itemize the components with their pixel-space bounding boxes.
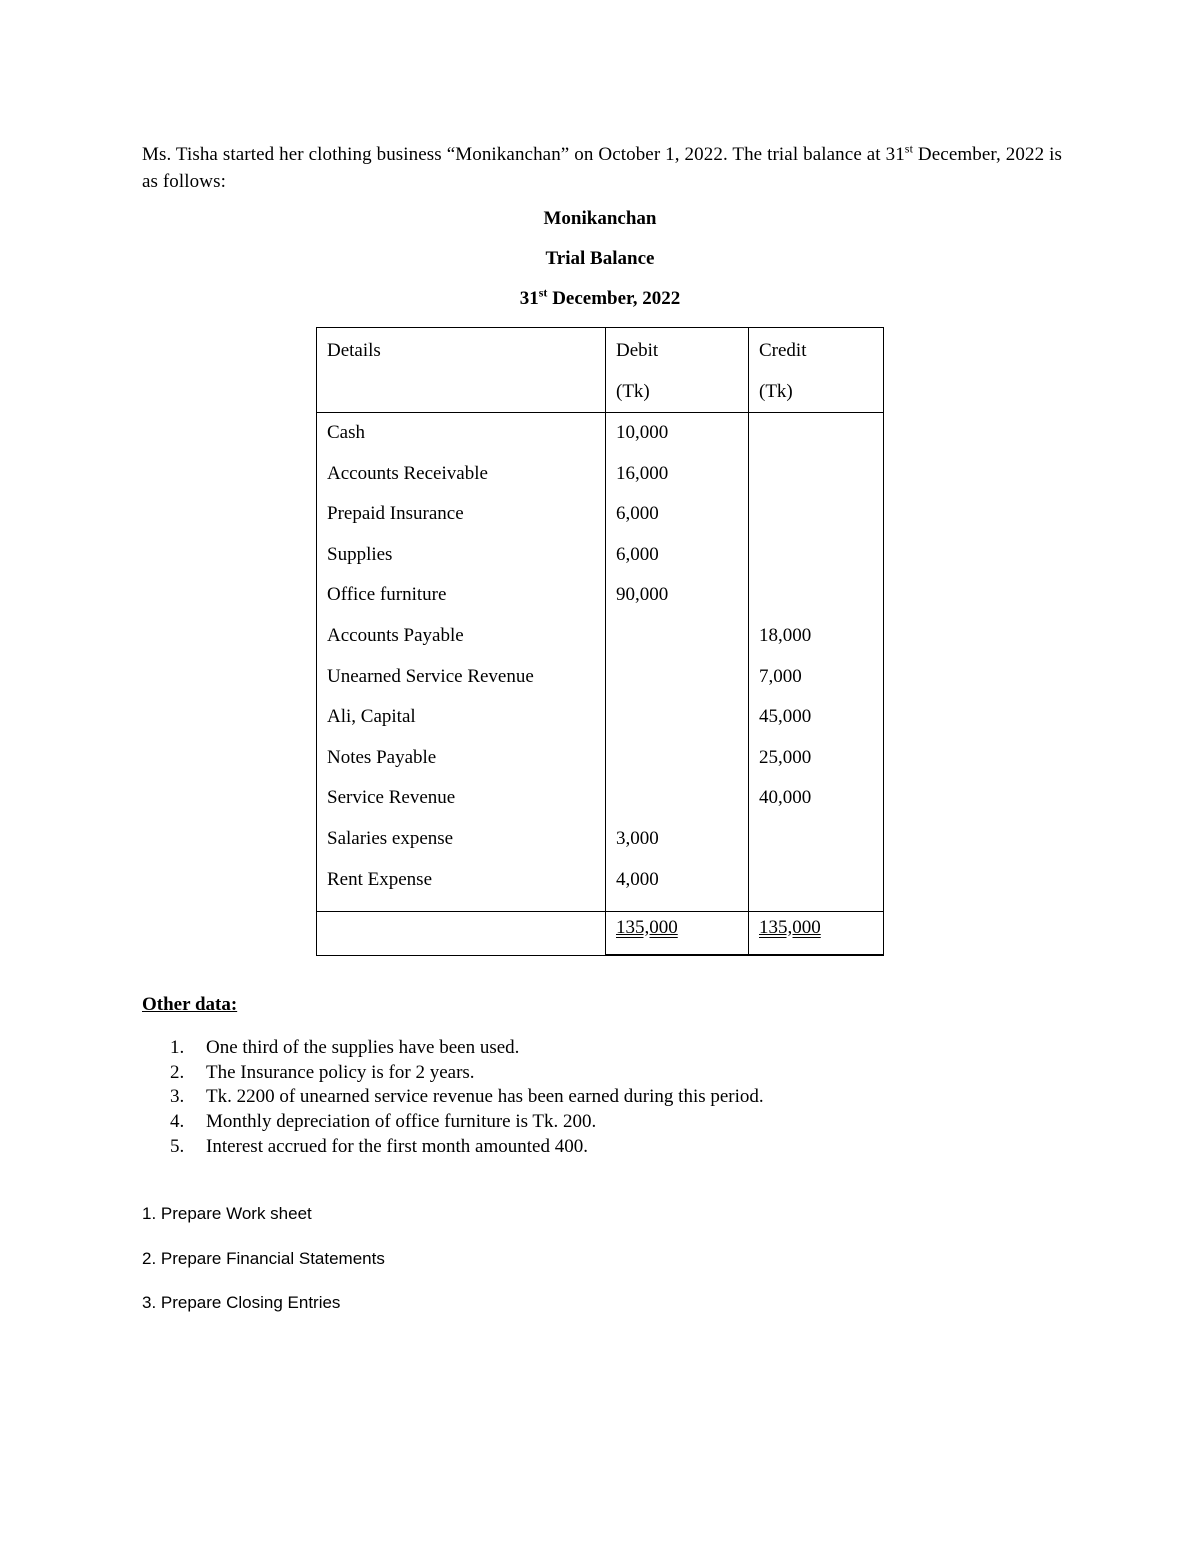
list-item <box>142 1110 764 1135</box>
other-data-list <box>142 1036 764 1160</box>
row-detail: Cash <box>327 422 365 443</box>
date-superscript: st <box>538 285 548 300</box>
row-detail: Accounts Receivable <box>327 462 488 484</box>
intro-paragraph <box>142 141 1062 195</box>
debit-column <box>606 413 749 912</box>
list-item-text: One third of the supplies have been used. <box>206 1037 520 1058</box>
statement-title: Trial Balance <box>545 248 655 269</box>
row-credit <box>759 454 873 495</box>
list-item-number: 5. <box>170 1135 185 1157</box>
list-item-number: 3. <box>170 1086 185 1108</box>
row-debit: 6,000 <box>616 503 659 525</box>
header-details: Details <box>317 328 606 413</box>
total-label-cell <box>317 912 606 956</box>
header-credit: Credit (Tk) <box>749 328 884 413</box>
row-detail: Unearned Service Revenue <box>327 665 534 687</box>
list-item <box>142 1036 764 1061</box>
row-debit: 16,000 <box>616 462 669 484</box>
list-item-text: The Insurance policy is for 2 years. <box>206 1061 475 1083</box>
intro-text: Ms. Tisha started her clothing business “Monikanchan” on October 1, 2022. The trial balance at 31 <box>142 144 905 165</box>
row-detail: Rent Expense <box>327 868 433 890</box>
other-data-title: Other data: <box>142 994 238 1015</box>
date-rest: December, 2022 <box>547 288 681 309</box>
list-item <box>142 1085 764 1110</box>
row-detail: Accounts Payable <box>327 624 464 646</box>
row-credit <box>759 860 873 901</box>
task-item: 1. Prepare Work sheet <box>142 1204 312 1223</box>
date-day: 31 <box>519 288 539 309</box>
details-column <box>317 413 606 912</box>
statement-date <box>0 285 1200 310</box>
row-debit: 10,000 <box>616 422 669 443</box>
list-item-text: Tk. 2200 of unearned service revenue has been earned during this period. <box>206 1086 764 1108</box>
table-body-row <box>317 413 884 912</box>
table-header-row <box>317 328 884 413</box>
row-credit: 40,000 <box>759 787 812 809</box>
credit-column <box>749 413 884 912</box>
list-item <box>142 1135 764 1160</box>
row-debit: 4,000 <box>616 868 659 890</box>
row-credit <box>759 535 873 576</box>
tasks-list <box>142 1204 385 1338</box>
row-credit: 7,000 <box>759 665 802 687</box>
company-name: Monikanchan <box>543 208 657 229</box>
row-credit <box>759 413 873 454</box>
row-detail: Notes Payable <box>327 746 437 768</box>
row-credit <box>759 819 873 860</box>
list-item-text: Interest accrued for the first month amounted 400. <box>206 1135 588 1157</box>
task-item: 3. Prepare Closing Entries <box>142 1293 341 1312</box>
row-debit <box>616 778 738 819</box>
row-credit <box>759 575 873 616</box>
row-detail: Salaries expense <box>327 827 454 849</box>
intro-text-end: December, 2022 is as follows: <box>142 144 1062 192</box>
row-debit <box>616 697 738 738</box>
total-debit-cell <box>606 912 749 956</box>
list-item-number: 2. <box>170 1061 185 1083</box>
row-credit <box>759 494 873 535</box>
total-credit-cell <box>749 912 884 956</box>
list-item-number: 1. <box>170 1037 185 1058</box>
row-debit: 3,000 <box>616 827 659 849</box>
table-total-row <box>317 912 884 956</box>
row-detail: Supplies <box>327 543 393 565</box>
row-debit <box>616 738 738 779</box>
row-debit: 6,000 <box>616 543 659 565</box>
list-item-text: Monthly depreciation of office furniture is Tk. 200. <box>206 1111 597 1133</box>
total-debit: 135,000 <box>616 917 678 938</box>
intro-superscript: st <box>904 141 914 156</box>
row-credit: 45,000 <box>759 706 812 728</box>
row-detail: Ali, Capital <box>327 706 416 728</box>
task-item: 2. Prepare Financial Statements <box>142 1248 385 1268</box>
row-detail: Service Revenue <box>327 787 456 809</box>
row-debit <box>616 616 738 657</box>
row-debit: 90,000 <box>616 584 669 606</box>
header-debit: Debit (Tk) <box>606 328 749 413</box>
list-item <box>142 1061 764 1086</box>
row-detail: Office furniture <box>327 584 447 606</box>
list-item-number: 4. <box>170 1111 185 1133</box>
row-detail: Prepaid Insurance <box>327 503 464 525</box>
row-credit: 18,000 <box>759 624 812 646</box>
row-credit: 25,000 <box>759 746 812 768</box>
total-credit: 135,000 <box>759 917 821 938</box>
row-debit <box>616 657 738 698</box>
trial-balance-table <box>316 327 884 956</box>
